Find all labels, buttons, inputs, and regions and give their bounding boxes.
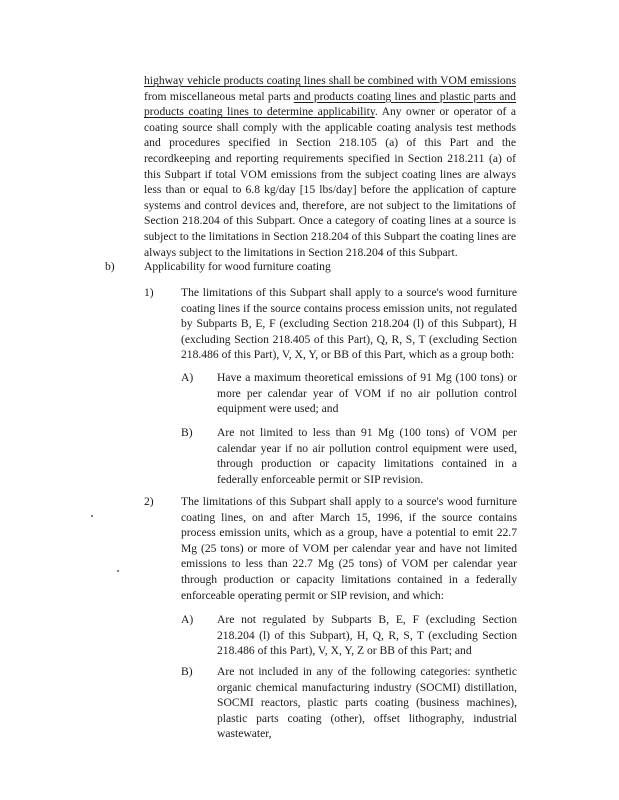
item-1-b-text: Are not limited to less than 91 Mg (100 tons) of VOM per calendar year if no air pollution control equipment were used, through production or capacity limitations contained in a federally enforceable permit or SIP revision. bbox=[217, 426, 517, 486]
intro-text-2: from miscellaneous metal parts bbox=[144, 89, 294, 103]
item-2-b-label: B) bbox=[181, 665, 193, 678]
intro-amended-text-1: highway vehicle products coating lines shall be combined with VOM emissions bbox=[144, 74, 516, 87]
item-2-a-label: A) bbox=[181, 613, 194, 626]
scan-speck bbox=[117, 570, 119, 572]
intro-text-5: . Any owner or operator of a coating source shall comply with the applicable coating analysis test methods and procedures specified in Section 218.105 (a) of this Part and the recordkeeping and reporting requirements specified in Section 218.211 (a) of this Subpart if total VOM emissions from the subject coating lines are always less than or equal to 6.8 kg/day [15 lbs/day] before the application of capture systems and control devices and, therefore, are not subject to the limitations of Section 218.204 of this Subpart. Once a category of coating lines at a source is subject to the limitations in Section 218.204 of this Subpart the coating lines are always subject to the limitations in Section 218.204 of this Subpart. bbox=[144, 105, 516, 259]
item-1-a-text: Have a maximum theoretical emissions of 91 Mg (100 tons) or more per calendar year of VOM if no air pollution control equipment were used; and bbox=[217, 371, 517, 416]
item-1-text: The limitations of this Subpart shall apply to a source's wood furniture coating lines if the source contains process emission units, not regulated by Subparts B, E, F (excluding Section 218.204 (l) of this Subpart), H (excluding Section 218.405 of this Part), Q, R, S, T (excluding Section 218.486 of this Part), V, X, Y, or BB of this Part, which as a group both: bbox=[181, 286, 517, 362]
intro-amended-text-3: and products coating lines and plastic parts and bbox=[293, 89, 516, 103]
item-2-label: 2) bbox=[144, 495, 154, 508]
item-1-b-label: B) bbox=[181, 426, 193, 439]
item-2-b-text: Are not included in any of the following categories: synthetic organic chemical manufacturing industry (SOCMI) distillation, SOCMI reactors, plastic parts coating (business machines), plastic parts coating (other), offset lithography, industrial wastewater, bbox=[217, 665, 517, 741]
scan-speck bbox=[91, 515, 93, 517]
item-2-text: The limitations of this Subpart shall apply to a source's wood furniture coating lines, on and after March 15, 1996, if the source contains process emission units, which as a group, have a potential to emit 22.7 Mg (25 tons) or more of VOM per calendar year and have not limited emissions to less than 22.7 Mg (25 tons) of VOM per calendar year through production or capacity limitations contained in a federally enforceable operating permit or SIP revision, and which: bbox=[181, 495, 517, 602]
item-1-label: 1) bbox=[144, 286, 154, 299]
item-1-a-label: A) bbox=[181, 371, 194, 384]
intro-amended-text-4: products coating lines to determine applicability bbox=[144, 105, 375, 119]
intro-paragraph bbox=[144, 73, 516, 260]
item-2-a-text: Are not regulated by Subparts B, E, F (excluding Section 218.204 (l) of this Subpart), H, Q, R, S, T (excluding Section 218.486 of this Part), V, X, Y, Z or BB of this Part; and bbox=[217, 613, 517, 658]
section-b-label: b) bbox=[105, 260, 115, 273]
section-b-heading: Applicability for wood furniture coating bbox=[144, 260, 331, 273]
